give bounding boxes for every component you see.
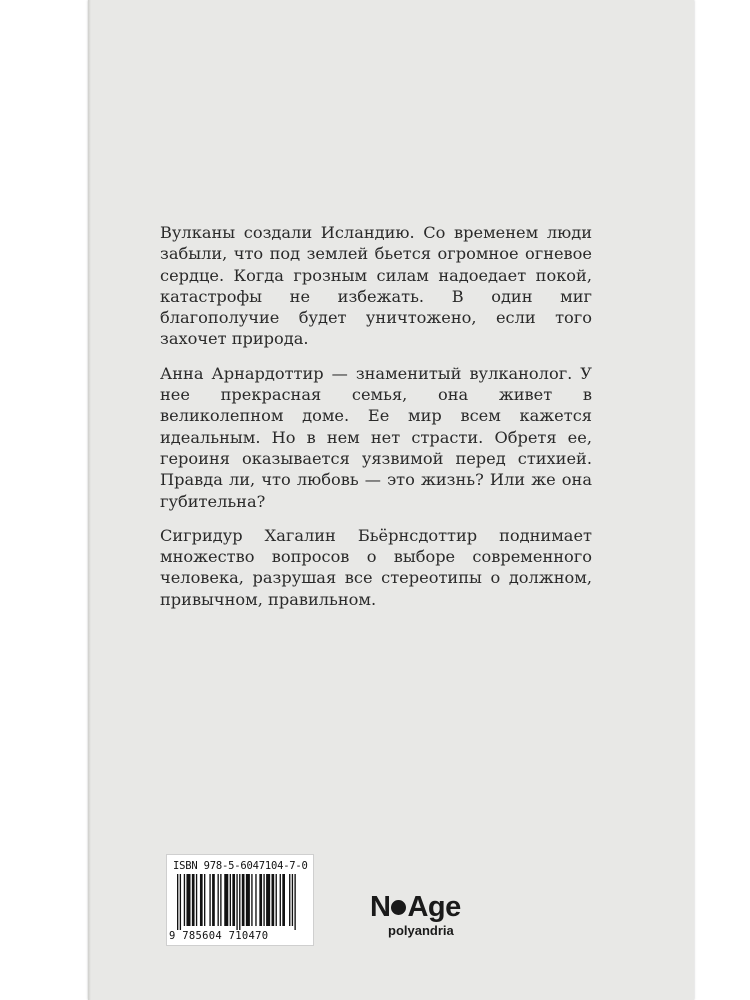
isbn-barcode (166, 854, 314, 946)
barcode-bar (289, 874, 290, 926)
barcode-bar (242, 874, 245, 926)
blurb-paragraph-2: Анна Арнардоттир — знаменитый вулканолог. У нее прекрасная семья, она живет в великолепном доме. Ее мир всем кажется идеальным. Но в нем нет страсти. Обретя ее, героиня оказывается уязвимой перед стихией. Правда ли, что любовь — это жизнь? Или же она губительна? (160, 363, 592, 511)
barcode-bar (186, 874, 190, 926)
barcode-bar (255, 874, 256, 926)
barcode-bar (180, 874, 181, 930)
barcode-bar (239, 874, 240, 930)
isbn-number: ISBN 978-5-6047104-7-0 (173, 860, 308, 872)
barcode-bar (204, 874, 205, 926)
blurb-paragraph-3: Сигридур Хагалин Бьёрнсдоттир поднимает множество вопросов о выборе современного человека, разрушая все стереотипы о должном, привычном, правильном. (160, 525, 592, 609)
barcode-bar (266, 874, 270, 926)
barcode-bar (236, 874, 237, 930)
noage-logo-text: N Age (370, 891, 461, 923)
barcode-bar (232, 874, 235, 926)
publisher-logo (370, 892, 500, 938)
barcode-bar (272, 874, 275, 926)
barcode-bar (192, 874, 195, 926)
barcode-bar (282, 874, 285, 926)
barcode-bar (209, 874, 210, 926)
blurb-paragraph-1: Вулканы создали Исландию. Со временем люди забыли, что под землей бьется огромное огневое сердце. Когда грозным силам надоедает покой, катастрофы не избежать. В один миг благополучие будет уничтожено, если того захочет природа. (160, 223, 592, 349)
barcode-bar (246, 874, 250, 926)
barcode-bar (224, 874, 228, 926)
barcode-bar (184, 874, 185, 926)
barcode-bar (292, 874, 293, 926)
barcode-bar (200, 874, 203, 926)
logo-dot (391, 900, 406, 915)
ean-digits: 9 785604 710470 (169, 930, 269, 942)
barcode-bar (280, 874, 281, 926)
barcode-bar (230, 874, 231, 926)
blurb-text (160, 222, 592, 623)
barcode-bar (294, 874, 295, 930)
barcode-bar (196, 874, 197, 926)
barcode-bar (218, 874, 219, 926)
imprint-name: polyandria (388, 923, 454, 938)
barcode-bars (177, 874, 303, 930)
barcode-bar (263, 874, 264, 926)
barcode-bar (177, 874, 178, 930)
cover-spine-edge (88, 0, 91, 1000)
barcode-bar (276, 874, 277, 926)
barcode-bar (251, 874, 252, 926)
barcode-bar (220, 874, 221, 926)
barcode-bar (212, 874, 215, 926)
barcode-bar (259, 874, 262, 926)
